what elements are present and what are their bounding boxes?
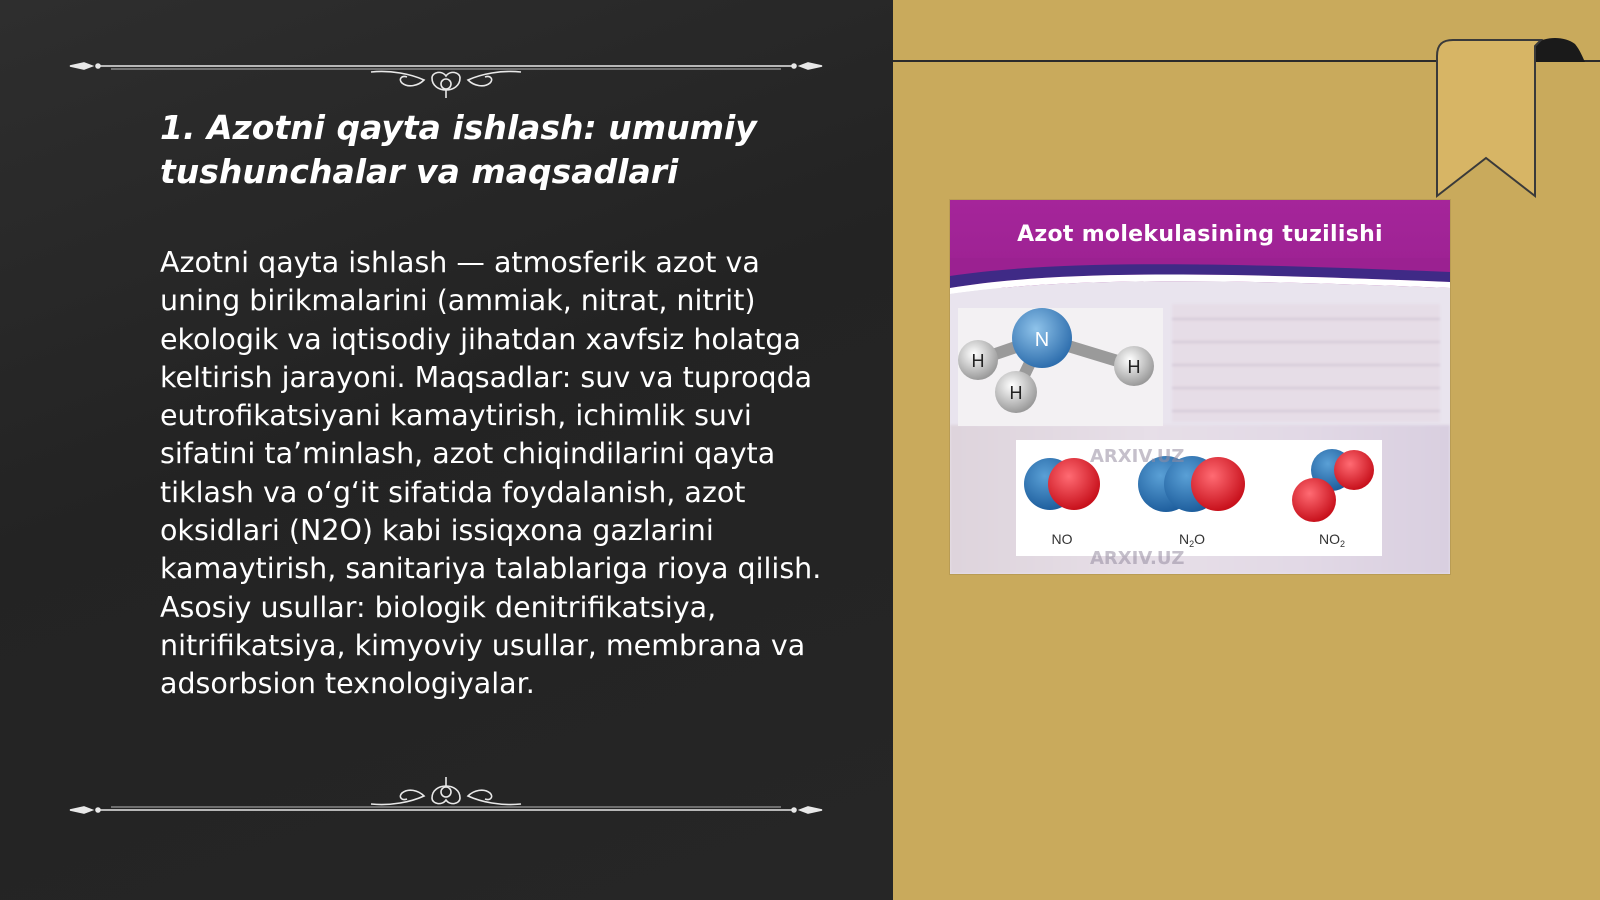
watermark: ARXIV.UZ xyxy=(1090,548,1185,569)
molecule-label-no2: $NO_2$ xyxy=(1318,531,1346,549)
ammonia-molecule-panel xyxy=(958,308,1163,426)
ammonia-molecule xyxy=(958,308,1163,426)
atom-label-h: H xyxy=(1009,383,1023,403)
ornament-divider-bottom-icon xyxy=(66,774,826,824)
oxygen-atom xyxy=(1334,450,1374,490)
molecule-label-no: NO xyxy=(1051,531,1073,547)
figure-title: Azot molekulasining tuzilishi xyxy=(1017,222,1383,247)
molecule-label-n2o: $N_2O$ xyxy=(1178,531,1206,549)
atom-label-h: H xyxy=(971,351,985,371)
slide-title: 1. Azotni qayta ishlash: umumiy tushunchalar va maqsadlari xyxy=(160,108,757,191)
oxygen-atom xyxy=(1191,457,1245,511)
oxygen-atom xyxy=(1292,478,1336,522)
atom-label-n: N xyxy=(1034,329,1050,351)
ornament-divider-top-icon xyxy=(66,50,826,100)
blurred-caption-text xyxy=(1172,304,1440,422)
bookmark-ribbon-icon xyxy=(1435,36,1585,206)
atom-label-h: H xyxy=(1127,357,1141,377)
slide-body-text: Azotni qayta ishlash — atmosferik azot va uning birikmalarini (ammiak, nitrat, nitrit) ekologik va iqtisodiy jihatdan xavfsiz holatga keltirish jarayoni. Maqsadlar: suv va tuproqda eutrofikatsiyani kamaytirish, ichimlik suvi sifatini taʼminlash, azot chiqindilarini qayta tiklash va oʻgʻit sifatida foydalanish, azot oksidlari (N2O) kabi issiqxona gazlarini kamaytirish, sanitariya talablariga rioya qilish. Asosiy usullar: biologik denitrifikatsiya, nitrifikatsiya, kimyoviy usullar, membrana va adsorbsion texnologiyalar. xyxy=(160,246,822,701)
nitrogen-oxides-molecules xyxy=(1016,440,1382,556)
nitrogen-oxides-panel xyxy=(1016,440,1382,556)
molecule-figure xyxy=(950,200,1450,574)
watermark: ARXIV.UZ xyxy=(1090,446,1185,467)
